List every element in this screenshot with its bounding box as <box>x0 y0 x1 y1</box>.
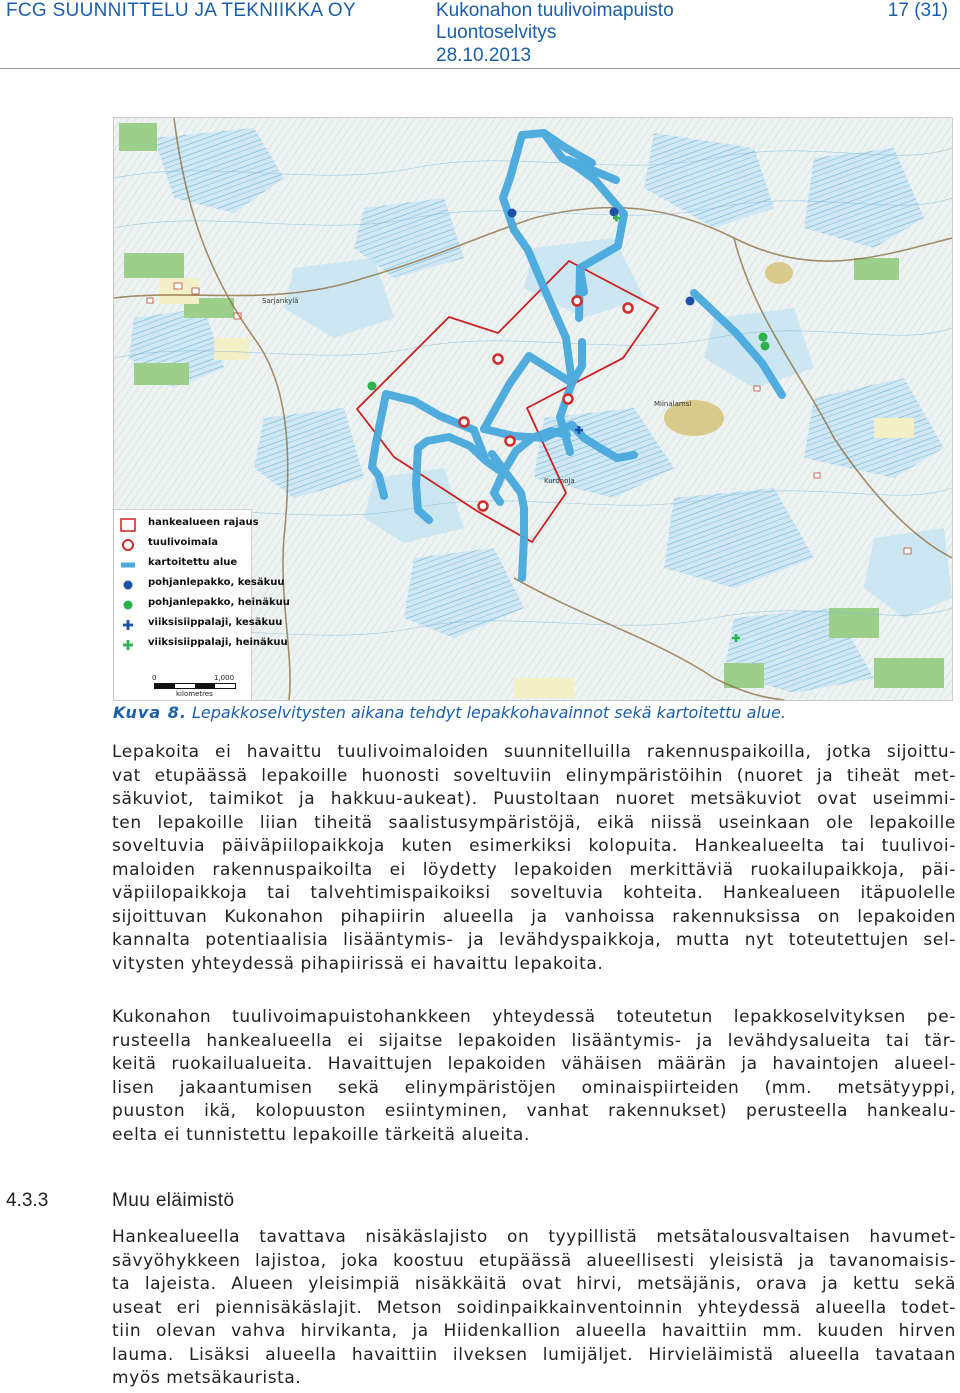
paragraph-3 <box>112 1226 956 1391</box>
legend-item: pohjanlepakko, heinäkuu <box>114 596 251 614</box>
text-line: sijoittuvan Kukonahon pihapiirin alueella ja vanhoissa rakennuksissa on lepakoiden <box>112 906 956 927</box>
legend-item: viiksisiippalaji, heinäkuu <box>114 636 251 654</box>
legend-item: kartoitettu alue <box>114 556 251 574</box>
legend-item: pohjanlepakko, kesäkuu <box>114 576 251 594</box>
legend-item: viiksisiippalaji, kesäkuu <box>114 616 251 634</box>
turbine-icon <box>120 538 136 552</box>
text-line: Lepakoita ei havaittu tuulivoimaloiden suunnitelluilla rakennuspaikoilla, jotka sijoittu- <box>112 742 956 762</box>
text-line: rusteella hankealueella ei sijaitse lepakoiden lisääntymis- ja levähdysalueita tai tär- <box>112 1030 956 1051</box>
surveyed-line-icon <box>120 558 136 572</box>
blue-cross-icon <box>120 618 136 632</box>
scale-bar-graphic <box>154 683 236 689</box>
text-line: tiin olevan vahva hirvikanta, ja Hiidenkallion alueella havaittiin mm. kuuden hirven <box>112 1321 956 1341</box>
paragraph-2 <box>112 1006 956 1147</box>
paragraph-1 <box>112 741 956 976</box>
page-number: 17 (31) <box>887 0 948 21</box>
page-header <box>0 0 960 68</box>
text-line: maloiden rakennuspaikoilta ei löydetty lepakoiden merkittäviä ruokailupaikkoja, päi- <box>112 859 956 880</box>
text-line: säkuviot, taimikot ja hakkuu-aukeat). Puustoltaan nuoret metsäkuviot ovat useimmi- <box>112 789 956 809</box>
text-line: kannalta potentiaalisia lisääntymis- ja levähdyspaikkoja, mutta nyt toteutettujen sel- <box>112 930 956 950</box>
text-line: ta lajeista. Alueen yleisimpiä nisäkkäitä ovat hirvi, metsäjänis, orava ja kettu sekä <box>112 1274 956 1294</box>
text-line: lisen jakaantumisen sekä elinympäristöjen ominaispiirteiden (mm. metsätyyppi, <box>112 1077 956 1098</box>
text-line: sävyöhykkeen lajistoa, joka koostuu etupäässä alueellisesti yleisistä ja tavanomaisis- <box>112 1250 956 1271</box>
text-line: vitysten yhteydessä pihapiirissä ei havaittu lepakoita. <box>112 953 604 974</box>
document-type: Luontoselvitys <box>436 22 557 43</box>
text-line: väpiilopaikkoja tai talvehtimispaikoiksi soveltuvia kohteita. Hankealueen itäpuolelle <box>112 883 956 903</box>
place-label: Sarjankylä <box>262 297 299 305</box>
place-label: Miinalamsi <box>654 400 692 408</box>
green-cross-icon <box>120 638 136 652</box>
blue-dot-icon <box>120 578 136 592</box>
text-line: Kukonahon tuulivoimapuistohankkeen yhteydessä toteutetun lepakkoselvityksen pe- <box>112 1007 956 1027</box>
text-line: lauma. Lisäksi alueella havaittiin ilveksen lumijäljet. Hirvieläimistä alueella tavataan <box>112 1344 956 1365</box>
document-date: 28.10.2013 <box>436 45 532 66</box>
project-boundary-icon <box>120 518 136 532</box>
text-line: keitä ruokailualueita. Havaittujen lepakoiden vähäisen määrän ja havaintojen alueel- <box>112 1054 956 1074</box>
map-legend <box>114 509 290 700</box>
legend-item: hankealueen rajaus <box>114 516 251 534</box>
caption-text: Lepakkoselvitysten aikana tehdyt lepakkohavainnot sekä kartoitettu alue. <box>186 703 786 722</box>
project-name: Kukonahon tuulivoimapuisto <box>436 0 674 21</box>
text-line: Hankealueella tavattava nisäkäslajisto on tyypillistä metsätalousvaltaisen havumet- <box>112 1227 956 1247</box>
figure-caption <box>113 703 786 722</box>
text-line: useat eri piennisäkäslajit. Metson soidinpaikkainventoinnin yhteydessä alueella todet- <box>112 1297 956 1318</box>
header-divider <box>0 68 960 69</box>
place-label: Kuronoja <box>544 477 575 485</box>
text-line: soveltuvia päiväpiilopaikkoja kuten esimerkiksi kolopuita. Hankealueelta tai tuulivoi- <box>112 836 956 856</box>
text-line: puuston ikä, kolopuuston esiintyminen, vanhat rakennukset) perusteella hankealu- <box>112 1101 956 1121</box>
text-line: ten lepakoille liian tiheitä saalistusympäristöjä, eikä niissä useinkaan ole lepakoille <box>112 812 956 833</box>
text-line: eelta ei tunnistettu lepakoille tärkeitä alueita. <box>112 1124 530 1145</box>
company-name: FCG SUUNNITTELU JA TEKNIIKKA OY <box>6 0 356 21</box>
survey-map <box>113 117 953 701</box>
text-line: vat etupäässä lepakoille huonosti soveltuviin elinympäristöihin (nuoret ja tiheät met- <box>112 765 956 786</box>
scale-bar: 0 1,000 kilometres <box>152 674 235 698</box>
legend-item: tuulivoimala <box>114 536 251 554</box>
section-number: 4.3.3 <box>6 1190 49 1211</box>
section-title: Muu eläimistö <box>112 1190 235 1211</box>
caption-label: Kuva 8. <box>113 703 187 722</box>
green-dot-icon <box>120 598 136 612</box>
text-line: myös metsäkaurista. <box>112 1368 302 1388</box>
